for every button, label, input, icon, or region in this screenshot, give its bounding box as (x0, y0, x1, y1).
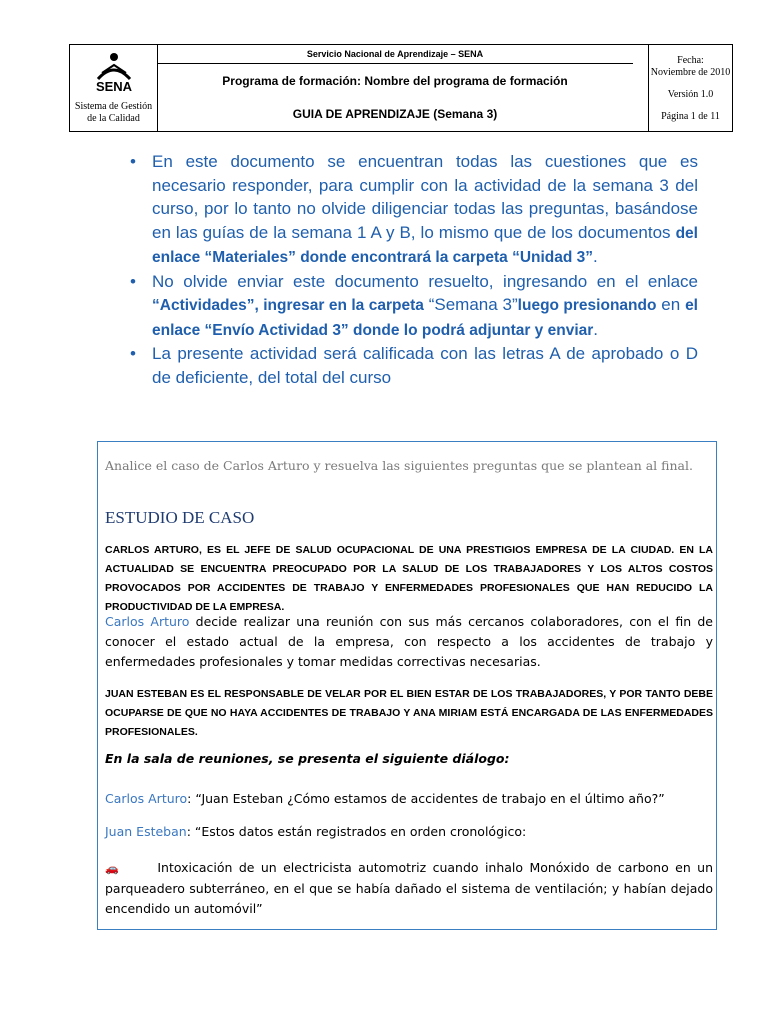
program-name: Programa de formación: Nombre del programa de formación (222, 74, 568, 88)
document-header (69, 44, 733, 132)
date-value: Noviembre de 2010 (650, 67, 731, 78)
sena-logo-icon (88, 51, 140, 101)
version: Versión 1.0 (667, 89, 714, 100)
logo-caption-line2: de la Calidad (87, 113, 140, 124)
svg-text:SENA: SENA (95, 79, 133, 94)
header-center (157, 45, 720, 131)
org-name: Servicio Nacional de Aprendizaje – SENA (157, 45, 633, 64)
character-name: Carlos Arturo (105, 614, 190, 629)
character-name: Carlos Arturo (105, 791, 188, 806)
instruction-item: • No olvide enviar este documento resuelto, ingresando en el enlace “Actividades”, ingresar en la carpeta “Semana 3”luego presionando en el enlace “Envío Actividad 3” donde lo podrá adjuntar y enviar. (130, 270, 698, 343)
instruction-item: • La presente actividad será calificada con las letras A de aprobado o D de deficiente, del total del curso (130, 342, 698, 389)
guide-title: GUIA DE APRENDIZAJE (Semana 3) (292, 107, 498, 121)
dialogue-line-1: Carlos Arturo: “Juan Esteban ¿Cómo estamos de accidentes de trabajo en el último año?” (105, 791, 665, 806)
car-bullet-icon: 🚗 (105, 862, 119, 875)
accident-item-1: 🚗 Intoxicación de un electricista automotriz cuando inhalo Monóxido de carbono en un parqueadero subterráneo, en el que se había dañado el sistema de ventilación; y habían dejado encendido un automóvil” (105, 860, 713, 916)
case-paragraph-3: JUAN ESTEBAN ES EL RESPONSABLE DE VELAR POR EL BIEN ESTAR DE LOS TRABAJADORES, Y POR TANTO DEBE OCUPARSE DE QUE NO HAYA ACCIDENTES DE TRABAJO Y ANA MIRIAM ESTÁ ENCARGADA DE LAS ENFERMEDADES PROFESIONALES. (105, 688, 713, 738)
case-intro: Analice el caso de Carlos Arturo y resuelva las siguientes preguntas que se plantean al final. (105, 458, 693, 473)
logo-caption-line1: Sistema de Gestión (74, 101, 153, 112)
case-title: ESTUDIO DE CASO (105, 508, 255, 527)
logo-cell (70, 45, 158, 131)
character-name: Juan Esteban (105, 824, 187, 839)
case-study-box (97, 441, 717, 930)
case-paragraph-1: CARLOS ARTURO, ES EL JEFE DE SALUD OCUPACIONAL DE UNA PRESTIGIOS EMPRESA DE LA CIUDAD. EN LA ACTUALIDAD SE ENCUENTRA PREOCUPADO POR LA SALUD DE LOS TRABAJADORES Y LOS ALTOS COSTOS PROVOCADOS POR ACCIDENTES DE TRABAJO Y ENFERMEDADES PROFESIONALES QUE HAN REDUCIDO LA PRODUCTIVIDAD DE LA EMPRESA. (105, 544, 713, 613)
header-meta (648, 45, 732, 131)
date-label: Fecha: (677, 55, 704, 66)
instruction-item: • En este documento se encuentran todas las cuestiones que es necesario responder, para cumplir con la actividad de la semana 3 del curso, por lo tanto no olvide diligenciar todas las preguntas, basándose en las guías de la semana 1 A y B, lo mismo que de los documentos del enlace “Materiales” donde encontrará la carpeta “Unidad 3”. (130, 150, 698, 270)
dialogue-line-2: Juan Esteban: “Estos datos están registrados en orden cronológico: (105, 824, 527, 839)
logo-caption (70, 101, 157, 125)
case-paragraph-2: Carlos Arturo decide realizar una reunión con sus más cercanos colaboradores, con el fin de conocer el estado actual de la empresa, con respecto a los accidentes de trabajo y enfermedades profesionales y tomar medidas correctivas necesarias. (105, 614, 713, 669)
instructions-list (130, 150, 698, 389)
page-number: Página 1 de 11 (661, 111, 720, 122)
dialogue-intro: En la sala de reuniones, se presenta el siguiente diálogo: (105, 751, 510, 766)
